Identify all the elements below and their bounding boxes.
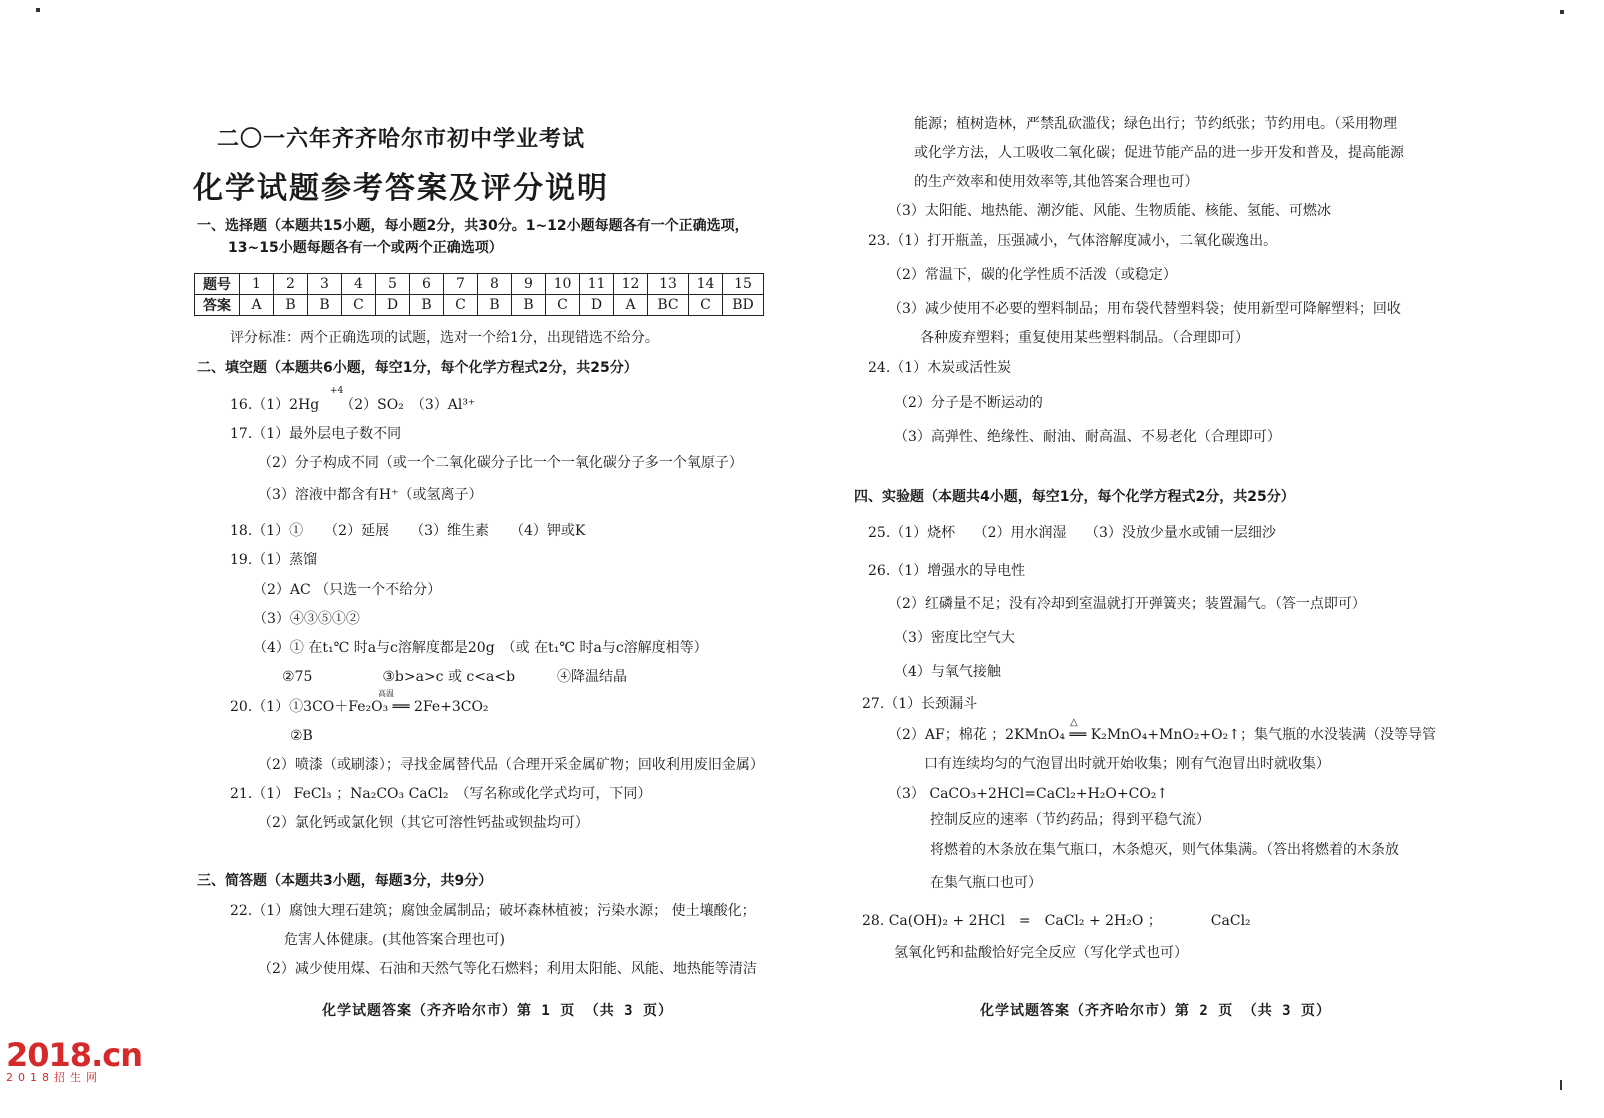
logo-subtext: 2018招生网: [6, 1071, 102, 1084]
answer-27-3: （3） CaCO₃+2HCl=CaCl₂+H₂O+CO₂↑: [888, 786, 1169, 802]
section4-heading: 四、实验题（本题共4小题，每空1分，每个化学方程式2分，共25分）: [854, 489, 1295, 505]
table-cell: C: [342, 295, 376, 316]
answer-27-2: （2）AF；棉花 ；2KMnO₄ ══ K₂MnO₄+MnO₂+O₂↑；集气瓶的水没装满（没等导管: [888, 727, 1436, 743]
answer-19-4b: ②75 ③b>a>c 或 c<a<b ④降温结晶: [282, 669, 628, 685]
answer-22-2-cont3: 的生产效率和使用效率等,其他答案合理也可）: [914, 174, 1199, 190]
answer-22-2-cont1: 能源；植树造林，严禁乱砍滥伐；绿色出行；节约纸张；节约用电。（采用物理: [914, 116, 1397, 132]
answer-27-3b: 控制反应的速率（节约药品；得到平稳气流）: [930, 812, 1210, 828]
answer-27-3d: 在集气瓶口也可）: [930, 875, 1042, 891]
table-cell: 2: [274, 274, 308, 295]
answer-21-1: 21.（1） FeCl₃ ；Na₂CO₃ CaCl₂ （写名称或化学式均可，下同）: [230, 786, 652, 802]
answer-16: 16.（1）2Hg （2）SO₂ （3）Al³⁺: [230, 397, 476, 413]
answer-23-1: 23.（1）打开瓶盖，压强减小，气体溶解度减小，二氧化碳逸出。: [868, 233, 1278, 249]
table-cell: C: [546, 295, 580, 316]
table-cell: 8: [478, 274, 512, 295]
answer-17-3: （3）溶液中都含有H⁺（或氢离子）: [258, 487, 483, 503]
table-cell: 13: [648, 274, 689, 295]
answer-23-3: （3）减少使用不必要的塑料制品；用布袋代替塑料袋；使用新型可降解塑料；回收: [888, 301, 1401, 317]
table-cell: A: [614, 295, 648, 316]
exam-title: 二〇一六年齐齐哈尔市初中学业考试: [216, 126, 585, 152]
table-cell: BD: [723, 295, 764, 316]
table-cell: A: [240, 295, 274, 316]
answer-25: 25.（1）烧杯 （2）用水润湿 （3）没放少量水或铺一层细沙: [868, 525, 1276, 541]
heating-condition: △: [1070, 717, 1078, 728]
table-cell: 10: [546, 274, 580, 295]
table-cell: 5: [376, 274, 410, 295]
table-row-answers: [195, 295, 764, 316]
table-cell: 7: [444, 274, 478, 295]
answer-20-1b: ②B: [290, 728, 313, 744]
answer-19-2: （2）AC （只选一个不给分）: [253, 582, 442, 598]
answer-20-1: 20.（1）①3CO＋Fe₂O₃ ══ 2Fe+3CO₂: [230, 699, 489, 715]
table-cell: 6: [410, 274, 444, 295]
table-cell: BC: [648, 295, 689, 316]
scan-mark: [1560, 10, 1564, 14]
answer-19-3: （3）④③⑤①②: [253, 611, 360, 627]
answer-23-3b: 各种废弃塑料；重复使用某些塑料制品。（合理即可）: [920, 330, 1249, 346]
answer-23-2: （2）常温下，碳的化学性质不活泼（或稳定）: [888, 267, 1177, 283]
answer-24-2: （2）分子是不断运动的: [894, 395, 1043, 411]
answer-24-3: （3）高弹性、绝缘性、耐油、耐高温、不易老化（合理即可）: [894, 429, 1281, 445]
table-cell: C: [444, 295, 478, 316]
table-header-answer: 答案: [195, 295, 240, 316]
table-cell: 9: [512, 274, 546, 295]
page-footer-2: 化学试题答案（齐齐哈尔市）第 2 页 （共 3 页）: [980, 1003, 1331, 1019]
table-header-number: 题号: [195, 274, 240, 295]
answer-19-1: 19.（1）蒸馏: [230, 552, 318, 568]
table-cell: D: [376, 295, 410, 316]
answer-26-4: （4）与氧气接触: [894, 664, 1001, 680]
answer-17-1: 17.（1）最外层电子数不同: [230, 426, 402, 442]
table-cell: 3: [308, 274, 342, 295]
answer-24-1: 24.（1）木炭或活性炭: [868, 360, 1012, 376]
table-row-numbers: [195, 274, 764, 295]
logo-text: 2018.cn: [6, 1036, 142, 1074]
table-cell: 4: [342, 274, 376, 295]
answer-21-2: （2）氯化钙或氯化钡（其它可溶性钙盐或钡盐均可）: [258, 815, 589, 831]
answer-table: [194, 273, 764, 316]
right-page: [802, 0, 1604, 1118]
grading-note: 评分标准：两个正确选项的试题，选对一个给1分，出现错选不给分。: [230, 330, 659, 346]
section3-heading: 三、简答题（本题共3小题，每题3分，共9分）: [197, 873, 493, 889]
reaction-condition: 高温: [378, 689, 394, 698]
table-cell: 15: [723, 274, 764, 295]
section2-heading: 二、填空题（本题共6小题，每空1分，每个化学方程式2分，共25分）: [197, 360, 638, 376]
answer-18: 18.（1）① （2）延展 （3）维生素 （4）钾或K: [230, 523, 586, 539]
page-footer-1: 化学试题答案（齐齐哈尔市）第 1 页 （共 3 页）: [322, 1003, 673, 1019]
table-cell: 11: [580, 274, 614, 295]
answer-title: 化学试题参考答案及评分说明: [193, 171, 609, 206]
answer-26-3: （3）密度比空气大: [894, 630, 1015, 646]
section1-heading-cont: 13~15小题每题各有一个或两个正确选项）: [228, 240, 503, 256]
answer-27-3c: 将燃着的木条放在集气瓶口，木条熄灭，则气体集满。（答出将燃着的木条放: [930, 842, 1399, 858]
answer-26-2: （2）红磷量不足；没有冷却到室温就打开弹簧夹；装置漏气。（答一点即可）: [888, 596, 1366, 612]
answer-19-4: （4）① 在t₁℃ 时a与c溶解度都是20g （或 在t₁℃ 时a与c溶解度相等）: [253, 640, 708, 656]
answer-22-2: （2）减少使用煤、石油和天然气等化石燃料；利用太阳能、风能、地热能等清洁: [258, 961, 757, 977]
table-cell: B: [410, 295, 444, 316]
table-cell: 1: [240, 274, 274, 295]
table-cell: B: [478, 295, 512, 316]
scan-mark: [36, 8, 40, 12]
answer-20-2: （2）喷漆（或刷漆）；寻找金属替代品（合理开采金属矿物；回收利用废旧金属）: [258, 757, 764, 773]
table-cell: B: [512, 295, 546, 316]
valence-mark: +4: [330, 386, 344, 396]
table-cell: B: [274, 295, 308, 316]
table-cell: 12: [614, 274, 648, 295]
table-cell: B: [308, 295, 342, 316]
answer-22-2-cont2: 或化学方法，人工吸收二氧化碳；促进节能产品的进一步开发和普及，提高能源: [914, 145, 1404, 161]
table-cell: D: [580, 295, 614, 316]
answer-22-1b: 危害人体健康。(其他答案合理也可): [284, 932, 505, 948]
scan-mark: [1560, 1080, 1562, 1090]
answer-28-2: 氢氧化钙和盐酸恰好完全反应（写化学式也可）: [894, 945, 1188, 961]
table-cell: C: [689, 295, 723, 316]
section1-heading: 一、选择题（本题共15小题，每小题2分，共30分。1~12小题每题各有一个正确选项，: [197, 218, 749, 234]
answer-28-1: 28. Ca(OH)₂ + 2HCl = CaCl₂ + 2H₂O ； CaCl₂: [862, 913, 1251, 929]
answer-17-2: （2）分子构成不同（或一个二氧化碳分子比一个一氧化碳分子多一个氧原子）: [258, 455, 743, 471]
site-logo: [6, 1038, 142, 1084]
answer-27-1: 27.（1）长颈漏斗: [862, 696, 978, 712]
answer-27-2b: 口有连续均匀的气泡冒出时就开始收集；刚有气泡冒出时就收集）: [924, 756, 1330, 772]
answer-26-1: 26.（1）增强水的导电性: [868, 563, 1026, 579]
answer-22-3: （3）太阳能、地热能、潮汐能、风能、生物质能、核能、氢能、可燃冰: [888, 203, 1331, 219]
table-cell: 14: [689, 274, 723, 295]
answer-22-1: 22.（1）腐蚀大理石建筑；腐蚀金属制品；破坏森林植被；污染水源； 使土壤酸化；: [230, 903, 756, 919]
